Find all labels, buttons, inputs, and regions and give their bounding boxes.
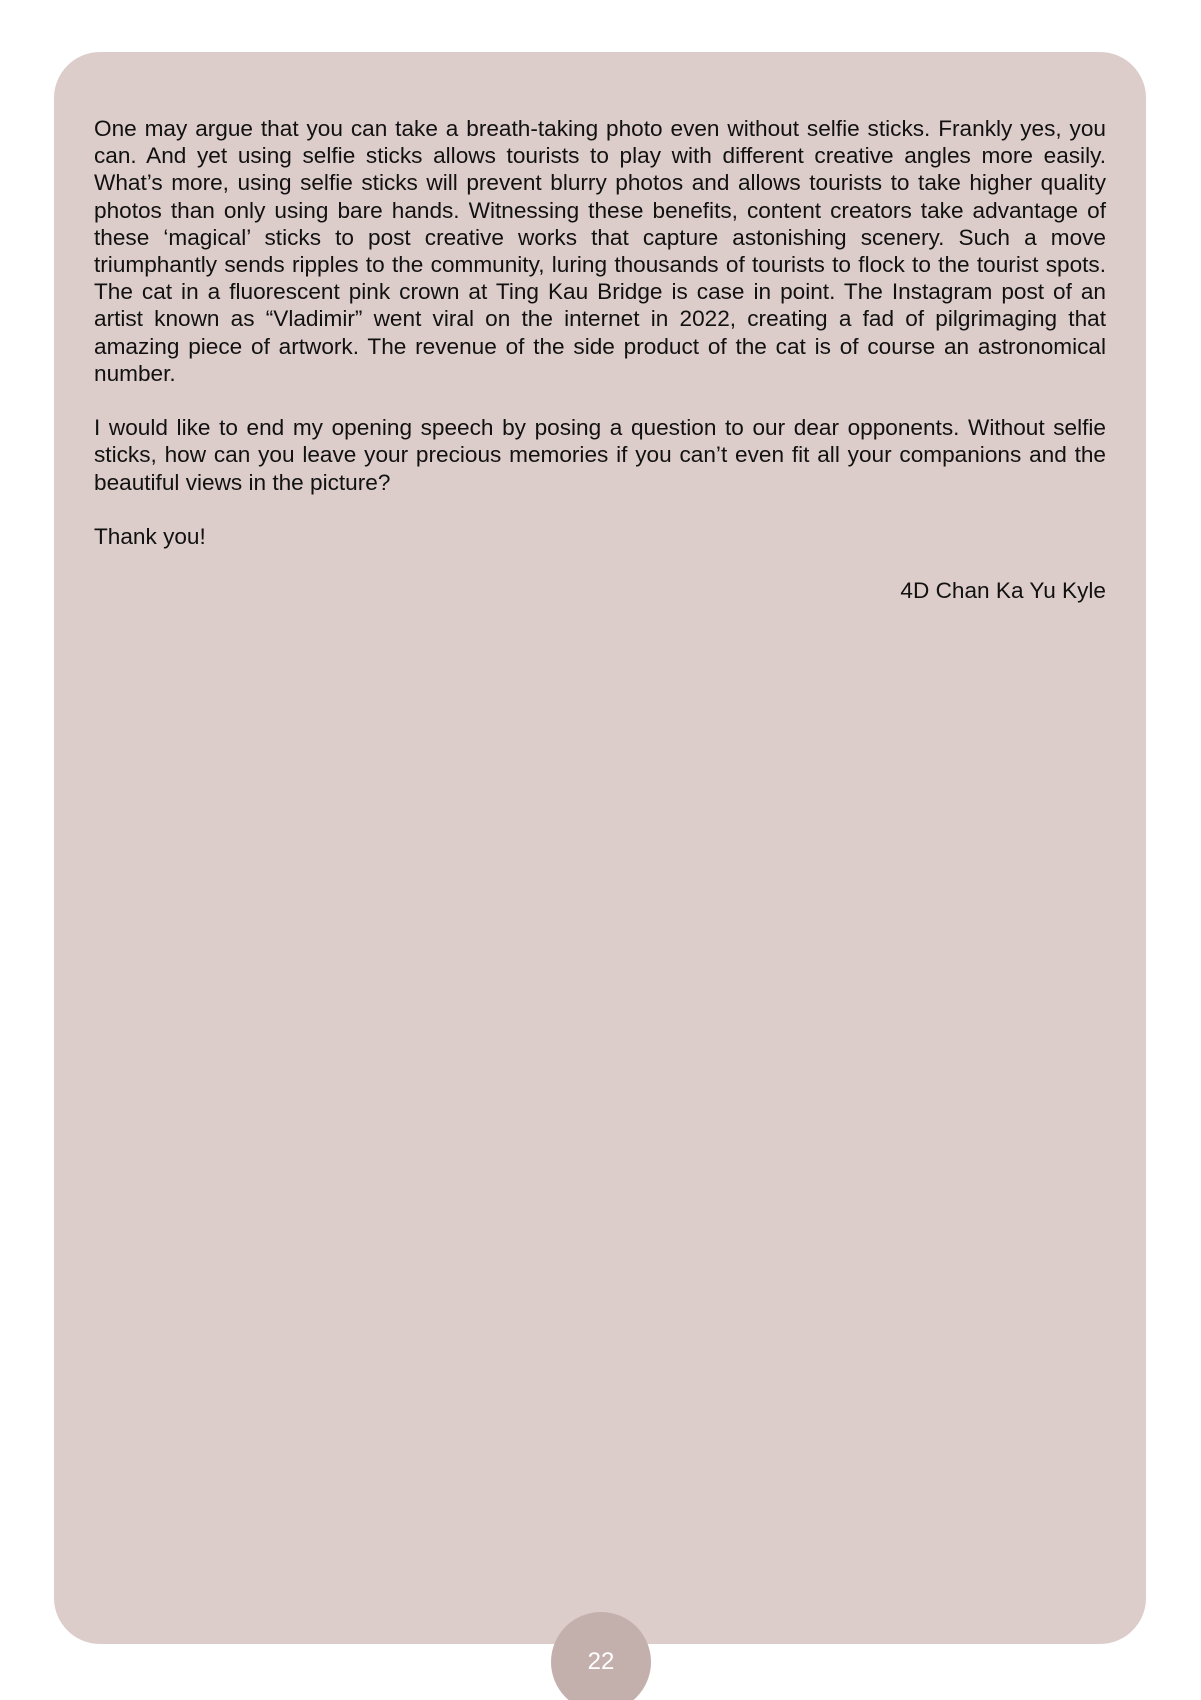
paragraph-thank-you: Thank you!: [94, 524, 206, 550]
author-signature: 4D Chan Ka Yu Kyle: [900, 578, 1106, 604]
paragraph-closing-question: I would like to end my opening speech by posing a question to our dear opponents. Without selfie sticks, how can you leave your precious memories if you can’t even fit all your companions and the beautiful views in the picture?: [94, 415, 1106, 495]
paragraph-selfie-stick-benefits: One may argue that you can take a breath-taking photo even without selfie sticks. Frankly yes, you can. And yet using selfie sticks allows tourists to play with different creative angles more easily. What’s more, using selfie sticks will prevent blurry photos and allows tourists to take higher quality photos than only using bare hands. Witnessing these benefits, content creators take advantage of these ‘magical’ sticks to post creative works that capture astonishing scenery. Such a move triumphantly sends ripples to the community, luring thousands of tourists to flock to the tourist spots. The cat in a fluorescent pink crown at Ting Kau Bridge is case in point. The Instagram post of an artist known as “Vladimir” went viral on the internet in 2022, creating a fad of pilgrimaging that amazing piece of artwork. The revenue of the side product of the cat is of course an astronomical number.: [94, 116, 1106, 386]
page-number: 22: [587, 1648, 615, 1675]
speech-text: [94, 115, 1106, 605]
